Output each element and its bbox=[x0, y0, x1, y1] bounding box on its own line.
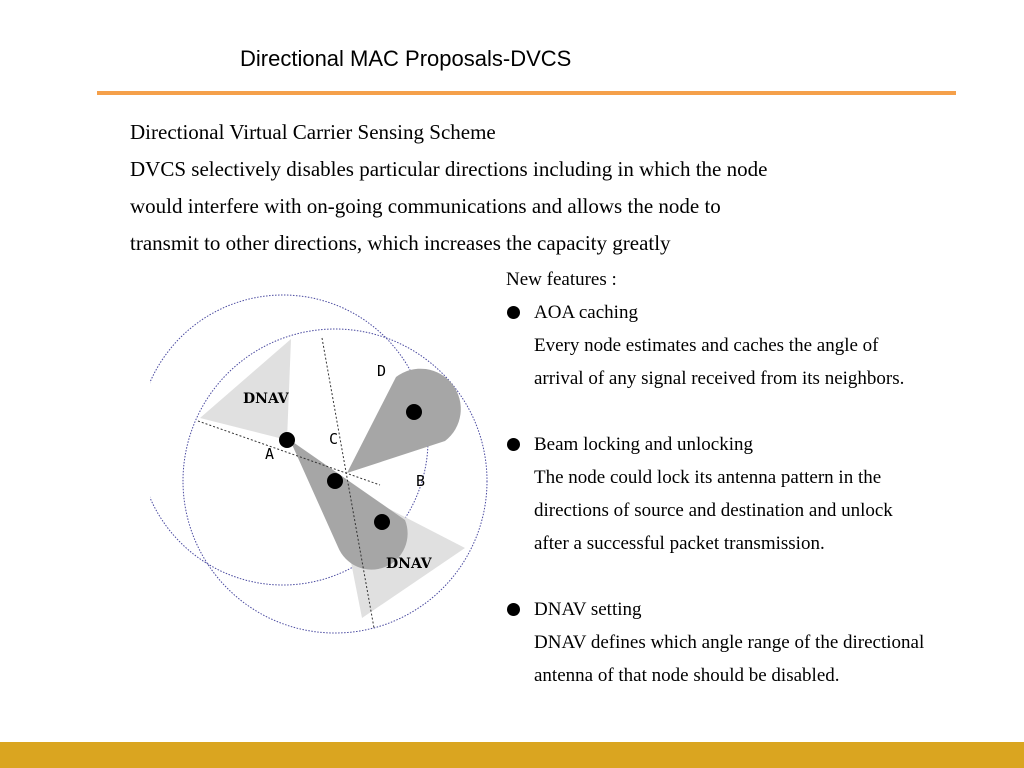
feature-item bbox=[506, 428, 1016, 560]
feature-line: after a successful packet transmission. bbox=[534, 533, 825, 554]
intro-heading: Directional Virtual Carrier Sensing Scheme bbox=[130, 120, 496, 144]
feature-item bbox=[506, 593, 1016, 692]
feature-title-row bbox=[506, 428, 1016, 461]
bullet-icon bbox=[507, 306, 520, 319]
node-b bbox=[374, 514, 390, 530]
footer-bar bbox=[0, 742, 1024, 768]
feature-line: Every node estimates and caches the angle of bbox=[534, 335, 879, 356]
feature-line: arrival of any signal received from its neighbors. bbox=[534, 368, 905, 389]
feature-item bbox=[506, 296, 1016, 395]
node-d bbox=[406, 404, 422, 420]
feature-description bbox=[506, 329, 1016, 395]
intro-line: would interfere with on-going communications and allows the node to bbox=[130, 194, 721, 218]
dnav-boundary-line bbox=[198, 421, 380, 485]
features-list bbox=[506, 263, 1016, 692]
dnav-label-top: DNAV bbox=[243, 391, 289, 407]
node-label-c: C bbox=[329, 430, 339, 448]
dnav-label-bottom: DNAV bbox=[386, 556, 432, 572]
feature-line: antenna of that node should be disabled. bbox=[534, 665, 840, 686]
intro-line: DVCS selectively disables particular directions including in which the node bbox=[130, 157, 768, 181]
bullet-icon bbox=[507, 438, 520, 451]
feature-description bbox=[506, 461, 1016, 560]
feature-title: AOA caching bbox=[534, 302, 638, 323]
feature-title-row bbox=[506, 296, 1016, 329]
spacer bbox=[506, 395, 1016, 428]
title-divider bbox=[97, 91, 956, 95]
spacer bbox=[506, 560, 1016, 593]
beam-c-to-d bbox=[347, 369, 461, 473]
node-label-b: B bbox=[416, 472, 426, 490]
feature-description bbox=[506, 626, 1016, 692]
dvcs-diagram bbox=[150, 285, 500, 635]
feature-title-row bbox=[506, 593, 1016, 626]
feature-line: DNAV defines which angle range of the directional bbox=[534, 632, 925, 653]
node-c bbox=[327, 473, 343, 489]
node-label-a: A bbox=[265, 445, 275, 463]
bullet-icon bbox=[507, 603, 520, 616]
slide-title: Directional MAC Proposals-DVCS bbox=[240, 46, 572, 71]
feature-line: The node could lock its antenna pattern in the bbox=[534, 467, 882, 488]
intro-line: transmit to other directions, which increases the capacity greatly bbox=[130, 231, 671, 255]
features-heading: New features : bbox=[506, 269, 617, 290]
feature-line: directions of source and destination and unlock bbox=[534, 500, 893, 521]
node-label-d: D bbox=[377, 362, 387, 380]
intro-text bbox=[130, 114, 990, 262]
feature-title: Beam locking and unlocking bbox=[534, 434, 753, 455]
feature-title: DNAV setting bbox=[534, 599, 642, 620]
node-a bbox=[279, 432, 295, 448]
dnav-sector-top bbox=[200, 339, 291, 440]
